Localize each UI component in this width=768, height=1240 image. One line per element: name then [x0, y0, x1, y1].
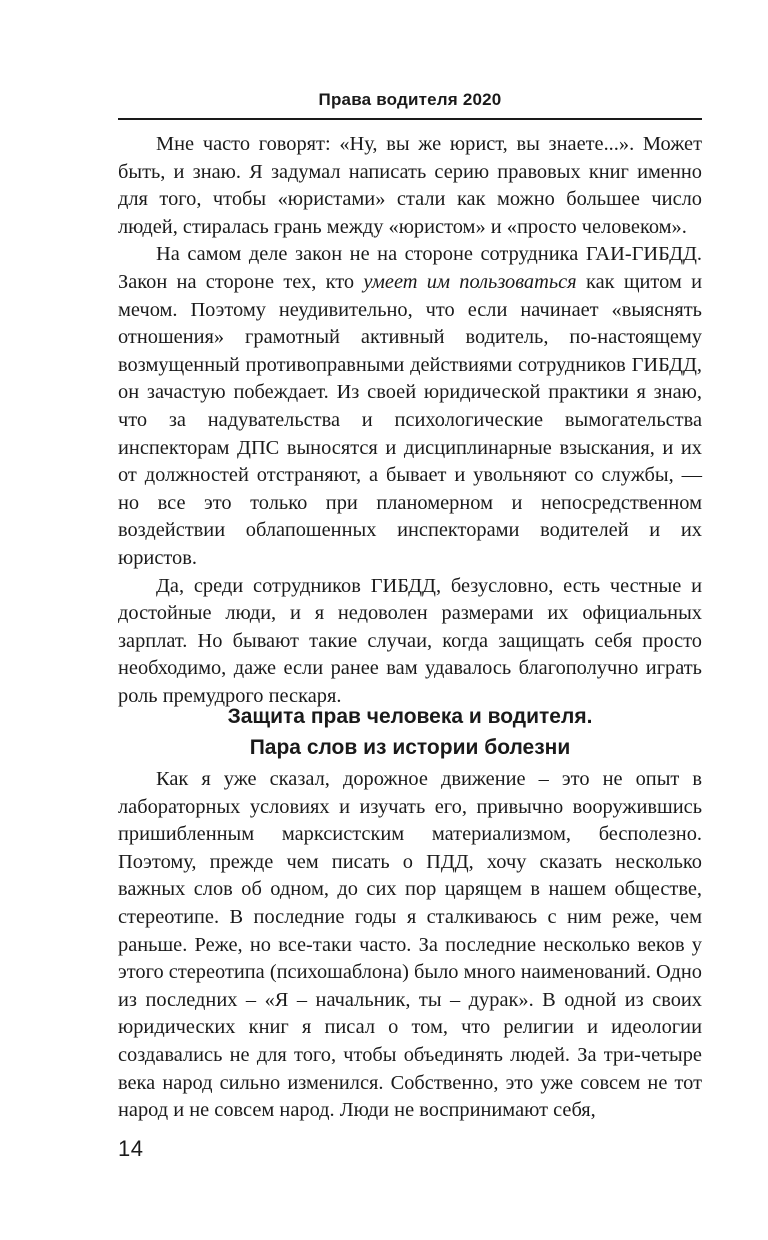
paragraph-2-emphasis: умеет им пользоваться [363, 270, 577, 293]
header-rule [118, 118, 702, 120]
paragraph-3: Да, среди сотрудников ГИБДД, безусловно, есть честные и достойные люди, и я недоволен размерами их официальных зарплат. Но бывают такие случаи, когда защищать себя просто необходимо, даже если ранее вам удавалось благополучно играть роль премудрого пескаря. [118, 574, 702, 707]
paragraph-1: Мне часто говорят: «Ну, вы же юрист, вы знаете...». Может быть, и знаю. Я задумал написать серию правовых книг именно для того, чтобы «юристами» стали как можно большее число людей, стиралась грань между «юристом» и «просто человеком». [118, 133, 702, 238]
section-heading-line-1: Защита прав человека и водителя. [227, 705, 593, 728]
intro-text [118, 131, 702, 710]
running-title: Права водителя 2020 [318, 90, 502, 109]
section-heading [118, 701, 702, 763]
section-paragraph: Как я уже сказал, дорожное движение – это не опыт в лабораторных условиях и изучать его, привычно вооружившись пришибленным марксистским материализмом, бесполезно. Поэтому, прежде чем писать о ПДД, хочу сказать несколько важных слов об одном, до сих пор царящем в нашем обществе, стереотипе. В последние годы я сталкиваюсь с ним реже, чем раньше. Реже, но все-таки часто. За последние несколько веков у этого стереотипа (психошаблона) было много наименований. Одно из последних – «Я – начальник, ты – дурак». В одной из своих юридических книг я писал о том, что религии и идеологии создавались не для того, чтобы объединять людей. За три-четыре века народ сильно изменился. Собственно, это уже совсем не тот народ и не совсем народ. Люди не воспринимают себя, [118, 768, 702, 1122]
section-text [118, 766, 702, 1125]
page-number: 14 [118, 1136, 144, 1161]
paragraph-2 [118, 241, 702, 572]
paragraph-2-start: На самом деле закон не на стороне сотрудника ГАИ-ГИБДД. Закон на стороне тех, кто [118, 243, 702, 293]
paragraph-2-end: как щитом и мечом. Поэтому неудивительно, что если начинает «выяснять отношения» грамотный активный водитель, по-настоящему возмущенный противоправными действиями сотрудников ГИБДД, он зачастую побеждает. Из своей юридической практики я знаю, что за надувательства и психологические вымогательства инспекторам ДПС выносятся и дисциплинарные взыскания, и их от должностей отстраняют, а бывает и увольняют со службы, — но все это только при планомерном и непосредственном воздействии облапошенных инспекторами водителей и их юристов. [118, 270, 702, 569]
section-heading-line-2: Пара слов из истории болезни [249, 736, 571, 759]
